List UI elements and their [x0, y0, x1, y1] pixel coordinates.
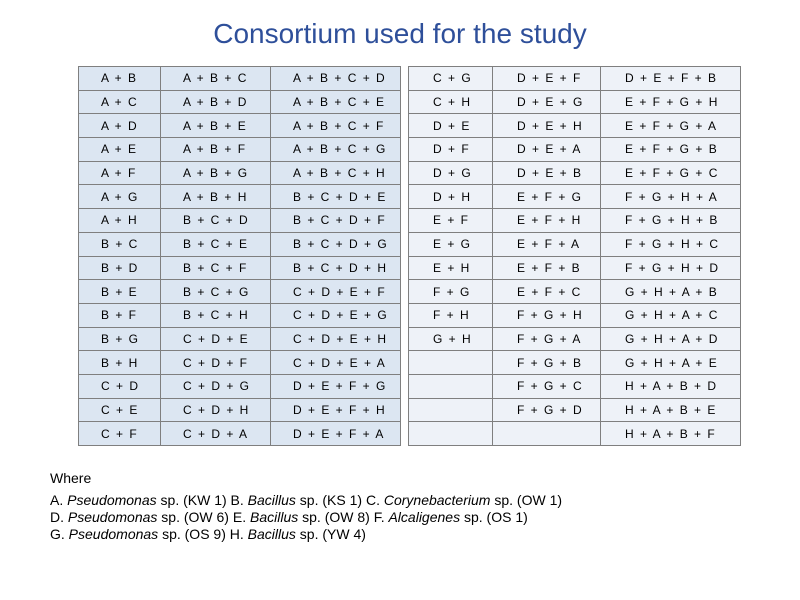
table-row [79, 67, 741, 91]
table-cell [409, 351, 493, 375]
legend-strain: sp. (OS 1) [460, 509, 528, 525]
table-cell: A + F [79, 161, 161, 185]
legend-genus: Bacillus [247, 526, 296, 542]
table-cell: F + G + A [493, 327, 601, 351]
legend-letter: A. [50, 492, 68, 508]
table-cell: A + B [79, 67, 161, 91]
table-cell: H + A + B + D [601, 374, 741, 398]
table-row [79, 351, 741, 375]
table-cell: C + F [79, 422, 161, 446]
legend-letter: C. [365, 492, 384, 508]
table-row [79, 138, 741, 162]
table-cell: F + G + H + B [601, 209, 741, 233]
table-cell: E + F [409, 209, 493, 233]
table-cell: A + B + H [161, 185, 271, 209]
table-cell: F + G + H + A [601, 185, 741, 209]
legend-genus: Corynebacterium [383, 492, 491, 508]
table-cell: A + G [79, 185, 161, 209]
table-cell: D + E + F + G [271, 374, 401, 398]
table-cell [409, 422, 493, 446]
table-cell: A + B + C + F [271, 114, 401, 138]
consortium-table [78, 66, 741, 446]
table-row [79, 280, 741, 304]
table-cell: E + F + G + H [601, 90, 741, 114]
table-cell: D + E + G [493, 90, 601, 114]
legend-letter: F. [373, 509, 389, 525]
legend-strain: sp. (KW 1) [156, 492, 231, 508]
column-gap [401, 280, 409, 304]
table-cell: B + C + G [161, 280, 271, 304]
table-cell: E + F + A [493, 232, 601, 256]
table-cell: E + F + G + C [601, 161, 741, 185]
table-cell: E + F + H [493, 209, 601, 233]
legend-line [50, 509, 562, 526]
table-cell: B + E [79, 280, 161, 304]
column-gap [401, 374, 409, 398]
table-cell: F + G + D [493, 398, 601, 422]
table-cell: F + G + C [493, 374, 601, 398]
table-cell: E + F + G + A [601, 114, 741, 138]
legend-strain: sp. (KS 1) [295, 492, 366, 508]
legend-letter: D. [50, 509, 68, 525]
table-cell: G + H + A + C [601, 303, 741, 327]
table-cell: F + G + H + D [601, 256, 741, 280]
table-row [79, 303, 741, 327]
table-cell: C + H [409, 90, 493, 114]
table-cell: A + B + D [161, 90, 271, 114]
column-gap [401, 90, 409, 114]
legend-genus: Alcaligenes [388, 509, 461, 525]
table-cell: F + G + B [493, 351, 601, 375]
page-title: Consortium used for the study [213, 18, 587, 49]
column-gap [401, 256, 409, 280]
table-cell: G + H + A + D [601, 327, 741, 351]
table-cell [409, 398, 493, 422]
table-cell: C + D [79, 374, 161, 398]
legend-letter: E. [232, 509, 250, 525]
table-cell: B + C + D + G [271, 232, 401, 256]
column-gap [401, 303, 409, 327]
table-cell: A + C [79, 90, 161, 114]
table-cell: C + D + H [161, 398, 271, 422]
column-gap [401, 114, 409, 138]
table-cell: B + G [79, 327, 161, 351]
table-cell: B + C + H [161, 303, 271, 327]
column-gap [401, 351, 409, 375]
legend-letter: B. [230, 492, 248, 508]
table-cell: F + H [409, 303, 493, 327]
table-cell: D + E + F + A [271, 422, 401, 446]
table-cell [409, 374, 493, 398]
legend-genus: Bacillus [247, 492, 296, 508]
table-cell: E + F + G [493, 185, 601, 209]
legend-line [50, 526, 562, 543]
legend-genus: Bacillus [249, 509, 299, 525]
table-cell: H + A + B + F [601, 422, 741, 446]
table-cell: C + D + F [161, 351, 271, 375]
table-row [79, 256, 741, 280]
column-gap [401, 185, 409, 209]
table-cell: A + E [79, 138, 161, 162]
table-cell: F + G [409, 280, 493, 304]
table-cell: A + B + C [161, 67, 271, 91]
table-cell: G + H [409, 327, 493, 351]
table-row [79, 422, 741, 446]
table-row [79, 232, 741, 256]
legend-strain: sp. (OS 9) [158, 526, 230, 542]
table-cell: A + B + C + D [271, 67, 401, 91]
legend-genus: Pseudomonas [68, 526, 159, 542]
table-cell: A + B + C + H [271, 161, 401, 185]
table-cell [493, 422, 601, 446]
table-cell: A + B + F [161, 138, 271, 162]
table-cell: D + E [409, 114, 493, 138]
table-cell: B + C + D [161, 209, 271, 233]
table-row [79, 398, 741, 422]
table-cell: C + D + E + A [271, 351, 401, 375]
table-cell: B + C + D + E [271, 185, 401, 209]
table-row [79, 114, 741, 138]
legend-letter: G. [50, 526, 69, 542]
table-row [79, 209, 741, 233]
table-cell: A + B + G [161, 161, 271, 185]
table-cell: C + D + E + F [271, 280, 401, 304]
table-cell: A + B + C + G [271, 138, 401, 162]
table-row [79, 161, 741, 185]
table-cell: H + A + B + E [601, 398, 741, 422]
table-cell: A + B + E [161, 114, 271, 138]
column-gap [401, 398, 409, 422]
legend-letter: H. [229, 526, 248, 542]
table-cell: C + D + E + H [271, 327, 401, 351]
table-cell: D + E + A [493, 138, 601, 162]
organism-legend [50, 492, 562, 543]
where-label: Where [50, 470, 92, 486]
table-cell: D + E + F + H [271, 398, 401, 422]
column-gap [401, 232, 409, 256]
table-cell: A + D [79, 114, 161, 138]
column-gap [401, 209, 409, 233]
legend-strain: sp. (OW 6) [157, 509, 233, 525]
column-gap [401, 422, 409, 446]
table-cell: D + H [409, 185, 493, 209]
table-cell: C + D + E + G [271, 303, 401, 327]
table-cell: G + H + A + E [601, 351, 741, 375]
table-cell: D + F [409, 138, 493, 162]
table-row [79, 90, 741, 114]
column-gap [401, 67, 409, 91]
table-cell: B + F [79, 303, 161, 327]
table-row [79, 185, 741, 209]
table-cell: D + E + F + B [601, 67, 741, 91]
table-cell: C + G [409, 67, 493, 91]
column-gap [401, 327, 409, 351]
table-cell: E + F + B [493, 256, 601, 280]
table-cell: F + G + H + C [601, 232, 741, 256]
table-cell: C + D + A [161, 422, 271, 446]
legend-line [50, 492, 562, 509]
table-cell: G + H + A + B [601, 280, 741, 304]
table-row [79, 374, 741, 398]
legend-genus: Pseudomonas [67, 509, 158, 525]
table-cell: D + E + H [493, 114, 601, 138]
table-cell: B + C + D + H [271, 256, 401, 280]
column-gap [401, 161, 409, 185]
table-cell: A + B + C + E [271, 90, 401, 114]
legend-strain: sp. (OW 8) [298, 509, 374, 525]
legend-strain: sp. (YW 4) [295, 526, 366, 542]
column-gap [401, 138, 409, 162]
table-cell: F + G + H [493, 303, 601, 327]
table-cell: B + C [79, 232, 161, 256]
table-cell: D + E + F [493, 67, 601, 91]
table-cell: B + C + E [161, 232, 271, 256]
table-cell: B + C + D + F [271, 209, 401, 233]
legend-strain: sp. (OW 1) [490, 492, 563, 508]
table-cell: C + E [79, 398, 161, 422]
table-cell: E + F + G + B [601, 138, 741, 162]
table-cell: B + D [79, 256, 161, 280]
table-cell: C + D + G [161, 374, 271, 398]
table-cell: B + H [79, 351, 161, 375]
table-cell: C + D + E [161, 327, 271, 351]
table-cell: E + F + C [493, 280, 601, 304]
table-cell: E + H [409, 256, 493, 280]
table-cell: E + G [409, 232, 493, 256]
table-cell: B + C + F [161, 256, 271, 280]
table-row [79, 327, 741, 351]
legend-genus: Pseudomonas [67, 492, 157, 508]
table-cell: D + E + B [493, 161, 601, 185]
table-cell: D + G [409, 161, 493, 185]
table-cell: A + H [79, 209, 161, 233]
